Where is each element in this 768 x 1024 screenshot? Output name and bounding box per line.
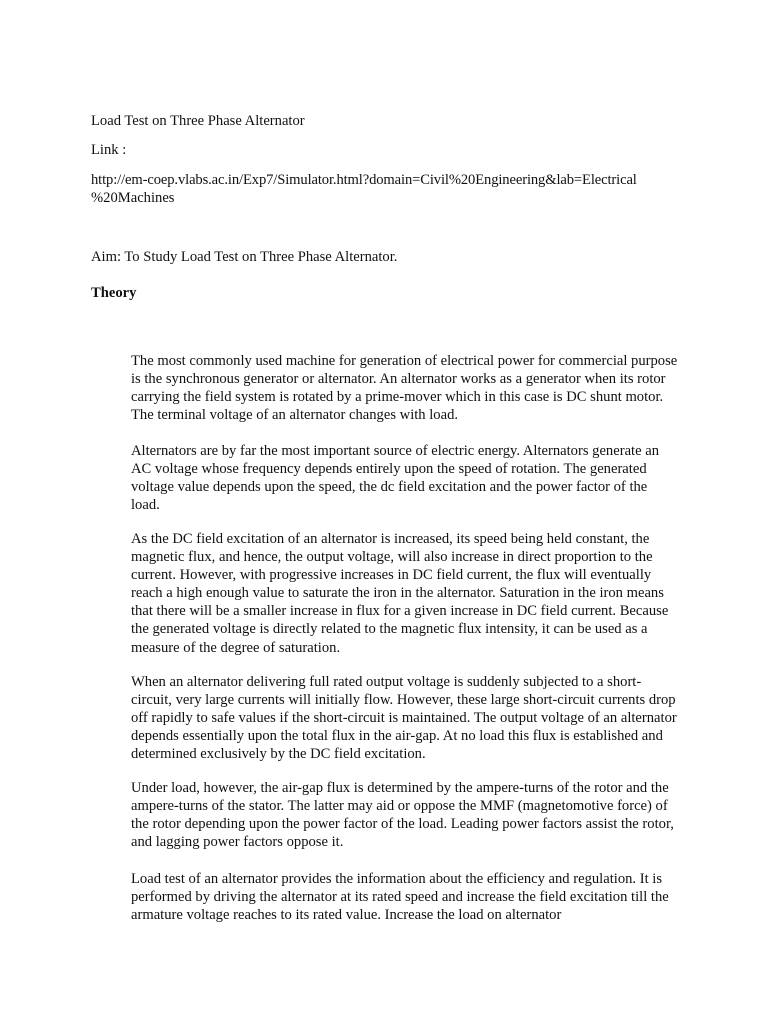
paragraph-5: Under load, however, the air-gap flux is determined by the ampere-turns of the rotor and the ampere-turns of the stator. The latter may aid or oppose the MMF (magnetomotive force) of the rotor depending upon the power factor of the load. Leading power factors assist the rotor, and lagging power factors oppose it.: [131, 780, 674, 851]
paragraph-3: As the DC field excitation of an alternator is increased, its speed being held constant, the magnetic flux, and hence, the output voltage, will also increase in direct proportion to the current. However, with progressive increases in DC field current, the flux will eventually reach a high enough value to saturate the iron in the alternator. Saturation in the iron means that there will be a smaller increase in flux for a given increase in DC field current. Because the generated voltage is directly related to the magnetic flux intensity, it can be used as a measure of the degree of saturation.: [131, 531, 669, 656]
link-label: Link :: [91, 142, 127, 158]
link-url-line1[interactable]: http://em-coep.vlabs.ac.in/Exp7/Simulator.html?domain=Civil%20Engineering&lab=Electrical: [91, 172, 637, 188]
document-title: Load Test on Three Phase Alternator: [91, 113, 305, 129]
paragraph-2: Alternators are by far the most important source of electric energy. Alternators generate an AC voltage whose frequency depends entirely upon the speed of rotation. The generated voltage value depends upon the speed, the dc field excitation and the power factor of the load.: [131, 443, 659, 514]
paragraph-1: The most commonly used machine for generation of electrical power for commercial purpose is the synchronous generator or alternator. An alternator works as a generator when its rotor carrying the field system is rotated by a prime-mover which in this case is DC shunt motor. The terminal voltage of an alternator changes with load.: [131, 353, 678, 424]
link-url-line2[interactable]: %20Machines: [91, 190, 175, 206]
paragraph-4: When an alternator delivering full rated output voltage is suddenly subjected to a short-circuit, very large currents will initially flow. However, these large short-circuit currents drop off rapidly to safe values if the short-circuit is maintained. The output voltage of an alternator depends essentially upon the total flux in the air-gap. At no load this flux is established and determined exclusively by the DC field excitation.: [131, 674, 677, 763]
paragraph-6: Load test of an alternator provides the information about the efficiency and regulation. It is performed by driving the alternator at its rated speed and increase the field excitation till the armature voltage reaches to its rated value. Increase the load on alternator: [131, 871, 669, 924]
aim-statement: Aim: To Study Load Test on Three Phase Alternator.: [91, 249, 398, 265]
theory-heading: Theory: [91, 285, 137, 301]
